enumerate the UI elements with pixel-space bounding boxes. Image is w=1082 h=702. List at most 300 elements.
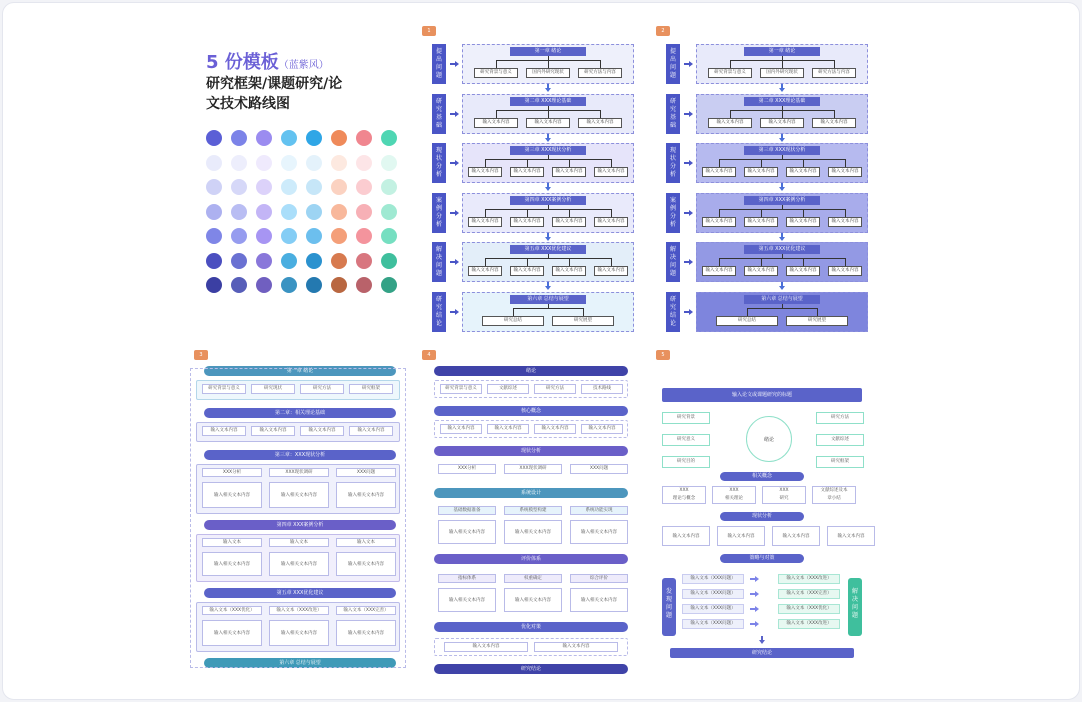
content-cell: 输入文本内容 bbox=[786, 217, 820, 227]
palette-swatch bbox=[231, 130, 247, 146]
content-cell: 输入文本内容 bbox=[300, 426, 344, 436]
connector-line bbox=[548, 155, 549, 159]
flow-arrow-head-icon bbox=[455, 309, 459, 315]
content-cell: XXX问题 bbox=[336, 468, 396, 477]
palette-swatch bbox=[331, 204, 347, 220]
content-cell: 输入文本内容 bbox=[594, 217, 628, 227]
content-cell: 研究目的 bbox=[662, 456, 710, 468]
content-cell: 输入相关文本内容 bbox=[202, 552, 262, 576]
chapter-header: 第三章 XXX现状分析 bbox=[510, 146, 586, 155]
content-cell: XXX问题 bbox=[570, 464, 628, 474]
connector-line bbox=[817, 308, 818, 316]
palette-swatch bbox=[381, 253, 397, 269]
connector-line bbox=[803, 209, 804, 217]
content-cell: 输入文本内容 bbox=[744, 266, 778, 276]
palette-swatch bbox=[231, 155, 247, 171]
content-cell: 输入文本内容 bbox=[717, 526, 765, 546]
flow-arrow-head-icon bbox=[455, 259, 459, 265]
palette-swatch bbox=[331, 179, 347, 195]
flow-arrow-head-icon bbox=[455, 210, 459, 216]
connector-line bbox=[548, 304, 549, 308]
palette-swatch bbox=[281, 179, 297, 195]
palette-swatch bbox=[356, 204, 372, 220]
content-cell: 输入文本内容 bbox=[828, 167, 862, 177]
connector-line bbox=[719, 209, 845, 210]
content-cell: 输入文本内容 bbox=[812, 118, 856, 128]
connector-line bbox=[782, 155, 783, 159]
palette-swatch bbox=[256, 155, 272, 171]
intro-subtitle-line1: 研究框架/课题研究/论 bbox=[206, 76, 343, 92]
content-cell: 研究方法与内容 bbox=[812, 68, 856, 78]
palette-swatch bbox=[231, 204, 247, 220]
chapter-header: 第六章 总结与展望 bbox=[510, 295, 586, 304]
content-cell: 输入文本内容 bbox=[594, 167, 628, 177]
connector-line bbox=[845, 258, 846, 266]
content-cell: 研究总结 bbox=[482, 316, 544, 326]
content-cell: 技术路线 bbox=[581, 384, 623, 394]
connector-line bbox=[834, 110, 835, 118]
connector-line bbox=[761, 209, 762, 217]
chapter-header: 第六章 总结与展望 bbox=[744, 295, 820, 304]
problem-cell: 输入文本（XXX问题） bbox=[682, 574, 744, 584]
palette-swatch bbox=[231, 179, 247, 195]
connector-line bbox=[834, 60, 835, 68]
outer-frame bbox=[190, 368, 406, 668]
palette-swatch bbox=[281, 277, 297, 293]
chapter-header: 第二章 XXX理论基础 bbox=[510, 97, 586, 106]
flow-arrow-head-icon bbox=[689, 61, 693, 67]
palette-swatch bbox=[206, 179, 222, 195]
side-tag-problem: 发 现 问 题 bbox=[662, 578, 676, 636]
flow-arrow-head-icon bbox=[545, 237, 551, 241]
problem-cell: 输入文本（XXX问题） bbox=[682, 589, 744, 599]
content-cell: 文献综述 bbox=[487, 384, 529, 394]
palette-swatch bbox=[356, 155, 372, 171]
solution-cell: 输入文本（XXX改进） bbox=[778, 619, 840, 629]
chapter-header: 第四章 XXX案例分析 bbox=[204, 520, 396, 530]
content-cell: 输入文本（XXX改进） bbox=[269, 606, 329, 615]
connector-line bbox=[719, 258, 720, 266]
content-cell: 输入相关文本内容 bbox=[570, 588, 628, 612]
content-cell: 研究总结 bbox=[716, 316, 778, 326]
content-cell: 指标体系 bbox=[438, 574, 496, 583]
content-cell: 输入文本内容 bbox=[444, 642, 528, 652]
flow-arrow-head-icon bbox=[779, 237, 785, 241]
content-cell: 输入相关文本内容 bbox=[570, 520, 628, 544]
concept-cell: XXX 理论与概念 bbox=[662, 486, 706, 504]
chapter-header: 第一章 绪论 bbox=[510, 47, 586, 56]
palette-swatch bbox=[206, 253, 222, 269]
content-cell: 输入相关文本内容 bbox=[202, 620, 262, 646]
chapter-header: 第五章 XXX优化建议 bbox=[510, 245, 586, 254]
connector-line bbox=[485, 258, 611, 259]
section-side-label: 提 出 问 题 bbox=[666, 44, 680, 84]
palette-swatch bbox=[306, 130, 322, 146]
palette-swatch bbox=[206, 155, 222, 171]
palette-swatch bbox=[256, 204, 272, 220]
content-cell: 输入文本（XXX完善） bbox=[336, 606, 396, 615]
template-badge: 1 bbox=[422, 26, 436, 36]
content-cell: 输入文本内容 bbox=[772, 526, 820, 546]
flow-arrow-head-icon bbox=[689, 111, 693, 117]
connector-line bbox=[485, 209, 486, 217]
connector-line bbox=[611, 258, 612, 266]
palette-swatch bbox=[206, 204, 222, 220]
solution-cell: 输入文本（XXX优化） bbox=[778, 604, 840, 614]
intro-title: 5 份模板（蓝紫风） bbox=[206, 52, 329, 73]
connector-line bbox=[761, 258, 762, 266]
content-cell: 系统模型构建 bbox=[504, 506, 562, 515]
flow-arrow-head-icon bbox=[755, 576, 759, 582]
connector-line bbox=[719, 209, 720, 217]
flow-arrow-head-icon bbox=[779, 286, 785, 290]
content-cell: 研究展望 bbox=[786, 316, 848, 326]
center-circle: 绪论 bbox=[746, 416, 792, 462]
connector-line bbox=[611, 209, 612, 217]
connector-line bbox=[527, 258, 528, 266]
palette-swatch bbox=[356, 253, 372, 269]
content-cell: 输入文本 bbox=[202, 538, 262, 547]
connector-line bbox=[496, 110, 497, 118]
palette-swatch bbox=[356, 179, 372, 195]
connector-line bbox=[782, 205, 783, 209]
flow-arrow-head-icon bbox=[545, 138, 551, 142]
content-cell: 输入文本内容 bbox=[474, 118, 518, 128]
content-cell: 输入文本内容 bbox=[708, 118, 752, 128]
connector-line bbox=[803, 159, 804, 167]
palette-swatch bbox=[206, 228, 222, 244]
content-cell: 输入文本内容 bbox=[552, 217, 586, 227]
content-cell: 研究方法 bbox=[534, 384, 576, 394]
flow-arrow-head-icon bbox=[455, 61, 459, 67]
palette-swatch bbox=[306, 228, 322, 244]
flow-arrow-head-icon bbox=[689, 309, 693, 315]
palette-swatch bbox=[281, 253, 297, 269]
chapter-header: 第四章 XXX案例分析 bbox=[510, 196, 586, 205]
palette-swatch bbox=[256, 253, 272, 269]
content-cell: 输入文本内容 bbox=[828, 266, 862, 276]
palette-swatch bbox=[281, 130, 297, 146]
content-cell: 输入相关文本内容 bbox=[336, 620, 396, 646]
content-cell: 输入文本内容 bbox=[510, 266, 544, 276]
content-cell: 输入相关文本内容 bbox=[504, 520, 562, 544]
palette-swatch bbox=[281, 204, 297, 220]
flow-arrow-head-icon bbox=[755, 591, 759, 597]
content-cell: 输入文本内容 bbox=[662, 526, 710, 546]
palette-swatch bbox=[381, 179, 397, 195]
flow-arrow-head-icon bbox=[545, 286, 551, 290]
content-cell: 输入文本内容 bbox=[744, 167, 778, 177]
connector-line bbox=[569, 258, 570, 266]
content-cell: 输入文本内容 bbox=[594, 266, 628, 276]
content-cell: 输入相关文本内容 bbox=[438, 520, 496, 544]
content-cell: 输入文本内容 bbox=[702, 167, 736, 177]
solution-cell: 输入文本（XXX改进） bbox=[778, 574, 840, 584]
connector-line bbox=[611, 159, 612, 167]
palette-swatch bbox=[356, 228, 372, 244]
chapter-header: 第六章 总结与展望 bbox=[204, 658, 396, 668]
palette-swatch bbox=[281, 155, 297, 171]
content-cell: 输入相关文本内容 bbox=[269, 482, 329, 508]
template-3 bbox=[186, 346, 408, 676]
section-side-label: 提 出 问 题 bbox=[432, 44, 446, 84]
content-cell: 研究框架 bbox=[349, 384, 393, 394]
connector-line bbox=[719, 159, 720, 167]
content-cell: 输入文本内容 bbox=[578, 118, 622, 128]
palette-swatch bbox=[206, 277, 222, 293]
content-cell: 输入文本内容 bbox=[468, 167, 502, 177]
problem-cell: 输入文本（XXX问题） bbox=[682, 619, 744, 629]
palette-swatch bbox=[331, 155, 347, 171]
section-side-label: 研 究 基 础 bbox=[666, 94, 680, 134]
content-cell: 研究框架 bbox=[816, 456, 864, 468]
paper-title: 输入论文或课题研究的标题 bbox=[662, 388, 862, 402]
content-cell: 输入文本内容 bbox=[440, 424, 482, 434]
content-cell: XXX现状调研 bbox=[504, 464, 562, 474]
content-cell: 输入文本内容 bbox=[552, 167, 586, 177]
connector-line bbox=[513, 308, 514, 316]
palette-swatch bbox=[331, 253, 347, 269]
chapter-header: 第三章 XXX现状分析 bbox=[744, 146, 820, 155]
section-header: 策略与对策 bbox=[720, 554, 804, 563]
template-badge: 2 bbox=[656, 26, 670, 36]
flow-arrow-head-icon bbox=[455, 111, 459, 117]
chapter-header: 绪论 bbox=[434, 366, 628, 376]
chapter-header: 第一章 绪论 bbox=[744, 47, 820, 56]
section-side-label: 现 状 分 析 bbox=[432, 143, 446, 183]
content-cell: 输入文本内容 bbox=[786, 266, 820, 276]
content-cell: 输入文本内容 bbox=[251, 426, 295, 436]
concept-cell: XXX 研究 bbox=[762, 486, 806, 504]
connector-line bbox=[496, 60, 497, 68]
palette-swatch bbox=[256, 179, 272, 195]
section-side-label: 研 究 基 础 bbox=[432, 94, 446, 134]
template-5 bbox=[648, 346, 876, 676]
content-cell: 输入文本内容 bbox=[828, 217, 862, 227]
content-cell: 输入相关文本内容 bbox=[438, 588, 496, 612]
palette-swatch bbox=[306, 179, 322, 195]
palette-swatch bbox=[331, 277, 347, 293]
content-cell: 研究方法 bbox=[816, 412, 864, 424]
content-cell: 研究背景与意义 bbox=[440, 384, 482, 394]
content-cell: 综合评价 bbox=[570, 574, 628, 583]
content-cell: 输入文本内容 bbox=[202, 426, 246, 436]
chapter-header: 第三章：XXX现状分析 bbox=[204, 450, 396, 460]
content-cell: 输入文本内容 bbox=[510, 217, 544, 227]
content-cell: 输入相关文本内容 bbox=[336, 552, 396, 576]
section-side-label: 研 究 结 论 bbox=[666, 292, 680, 332]
template-badge: 3 bbox=[194, 350, 208, 360]
chapter-header: 现状分析 bbox=[434, 446, 628, 456]
flow-arrow-head-icon bbox=[779, 88, 785, 92]
connector-line bbox=[782, 304, 783, 308]
solution-cell: 输入文本（XXX完善） bbox=[778, 589, 840, 599]
connector-line bbox=[485, 159, 611, 160]
content-cell: 国内外研究现状 bbox=[526, 68, 570, 78]
content-cell: 输入相关文本内容 bbox=[336, 482, 396, 508]
content-cell: 输入文本内容 bbox=[468, 217, 502, 227]
connector-line bbox=[513, 308, 583, 309]
connector-line bbox=[548, 60, 549, 68]
flow-arrow-head-icon bbox=[545, 88, 551, 92]
content-cell: 研究背景 bbox=[662, 412, 710, 424]
connector-line bbox=[583, 308, 584, 316]
connector-line bbox=[485, 159, 486, 167]
section-header: 相关概念 bbox=[720, 472, 804, 481]
chapter-header: 第四章 XXX案例分析 bbox=[744, 196, 820, 205]
palette-swatch bbox=[281, 228, 297, 244]
content-cell: 输入文本内容 bbox=[534, 424, 576, 434]
chapter-header: 研究结论 bbox=[434, 664, 628, 674]
section-side-label: 解 决 问 题 bbox=[432, 242, 446, 282]
chapter-header: 评价体系 bbox=[434, 554, 628, 564]
content-cell: 研究方法与内容 bbox=[578, 68, 622, 78]
concept-cell: XXX 相关理论 bbox=[712, 486, 756, 504]
content-cell: 输入相关文本内容 bbox=[269, 620, 329, 646]
content-cell: 输入文本内容 bbox=[487, 424, 529, 434]
content-cell: 研究方法 bbox=[300, 384, 344, 394]
connector-line bbox=[569, 209, 570, 217]
palette-swatch bbox=[231, 253, 247, 269]
connector-line bbox=[485, 209, 611, 210]
section-side-label: 研 究 结 论 bbox=[432, 292, 446, 332]
chapter-header: 核心概念 bbox=[434, 406, 628, 416]
palette-swatch bbox=[331, 228, 347, 244]
content-cell: 输入文本（XXX优化） bbox=[202, 606, 262, 615]
content-cell: 基础数据准备 bbox=[438, 506, 496, 515]
palette-swatch bbox=[381, 204, 397, 220]
content-cell: XXX分析 bbox=[202, 468, 262, 477]
content-cell: 输入相关文本内容 bbox=[202, 482, 262, 508]
palette-swatch bbox=[231, 277, 247, 293]
flow-arrow-head-icon bbox=[689, 160, 693, 166]
flow-arrow-head-icon bbox=[755, 621, 759, 627]
section-side-label: 现 状 分 析 bbox=[666, 143, 680, 183]
connector-line bbox=[527, 159, 528, 167]
section-header: 现状分析 bbox=[720, 512, 804, 521]
palette-swatch bbox=[306, 277, 322, 293]
flow-arrow-head-icon bbox=[689, 259, 693, 265]
palette-swatch bbox=[381, 277, 397, 293]
palette-swatch bbox=[206, 130, 222, 146]
content-cell: 输入文本内容 bbox=[526, 118, 570, 128]
connector-line bbox=[719, 159, 845, 160]
chapter-header: 优化对策 bbox=[434, 622, 628, 632]
template-1 bbox=[414, 22, 640, 332]
content-cell: 研究展望 bbox=[552, 316, 614, 326]
section-side-label: 案 例 分 析 bbox=[666, 193, 680, 233]
connector-line bbox=[548, 205, 549, 209]
palette-swatch bbox=[306, 155, 322, 171]
content-cell: 权重确定 bbox=[504, 574, 562, 583]
intro-subtitle-line2: 文技术路线图 bbox=[206, 96, 290, 112]
connector-line bbox=[730, 60, 731, 68]
content-cell: 输入文本内容 bbox=[702, 266, 736, 276]
palette-swatch bbox=[381, 130, 397, 146]
content-cell: 文献综述 bbox=[816, 434, 864, 446]
section-side-label: 解 决 问 题 bbox=[666, 242, 680, 282]
content-cell: 国内外研究现状 bbox=[760, 68, 804, 78]
connector-line bbox=[761, 159, 762, 167]
palette-swatch bbox=[256, 277, 272, 293]
content-cell: 输入文本内容 bbox=[468, 266, 502, 276]
content-cell: XXX现状调研 bbox=[269, 468, 329, 477]
chapter-header: 系统设计 bbox=[434, 488, 628, 498]
connector-line bbox=[782, 110, 783, 118]
palette-swatch bbox=[306, 204, 322, 220]
flow-arrow-head-icon bbox=[779, 138, 785, 142]
connector-line bbox=[730, 110, 731, 118]
connector-line bbox=[803, 258, 804, 266]
content-cell: 输入文本 bbox=[336, 538, 396, 547]
connector-line bbox=[747, 308, 817, 309]
connector-line bbox=[845, 159, 846, 167]
content-cell: 系统功能实现 bbox=[570, 506, 628, 515]
concept-cell: 文献综述及本 章小结 bbox=[812, 486, 856, 504]
connector-line bbox=[548, 254, 549, 258]
content-cell: 输入文本内容 bbox=[581, 424, 623, 434]
flow-arrow-head-icon bbox=[545, 187, 551, 191]
palette-swatch bbox=[356, 277, 372, 293]
side-tag-solution: 解 决 问 题 bbox=[848, 578, 862, 636]
chapter-header: 第二章：相关理论基础 bbox=[204, 408, 396, 418]
flow-arrow-head-icon bbox=[689, 210, 693, 216]
content-cell: 输入相关文本内容 bbox=[504, 588, 562, 612]
palette-swatch bbox=[356, 130, 372, 146]
content-cell: 研究背景与意义 bbox=[474, 68, 518, 78]
content-cell: 研究背景与意义 bbox=[708, 68, 752, 78]
content-cell: 研究背景与意义 bbox=[202, 384, 246, 394]
content-cell: XXX分析 bbox=[438, 464, 496, 474]
palette-swatch bbox=[231, 228, 247, 244]
palette-swatch bbox=[381, 228, 397, 244]
content-cell: 输入文本内容 bbox=[349, 426, 393, 436]
content-cell: 输入文本内容 bbox=[510, 167, 544, 177]
connector-line bbox=[569, 159, 570, 167]
chapter-header: 第二章 XXX理论基础 bbox=[744, 97, 820, 106]
content-cell: 输入相关文本内容 bbox=[269, 552, 329, 576]
connector-line bbox=[600, 60, 601, 68]
section-side-label: 案 例 分 析 bbox=[432, 193, 446, 233]
connector-line bbox=[719, 258, 845, 259]
flow-arrow-head-icon bbox=[455, 160, 459, 166]
connector-line bbox=[600, 110, 601, 118]
content-cell: 输入文本内容 bbox=[552, 266, 586, 276]
content-cell: 输入文本内容 bbox=[786, 167, 820, 177]
content-cell: 输入文本内容 bbox=[827, 526, 875, 546]
flow-arrow-head-icon bbox=[755, 606, 759, 612]
palette-swatch bbox=[381, 155, 397, 171]
problem-cell: 输入文本（XXX问题） bbox=[682, 604, 744, 614]
template-badge: 4 bbox=[422, 350, 436, 360]
content-cell: 输入文本内容 bbox=[534, 642, 618, 652]
connector-line bbox=[782, 60, 783, 68]
content-cell: 研究意义 bbox=[662, 434, 710, 446]
palette-swatch bbox=[306, 253, 322, 269]
connector-line bbox=[527, 209, 528, 217]
template-4 bbox=[414, 346, 640, 676]
flow-arrow-head-icon bbox=[759, 640, 765, 644]
chapter-header: 第五章 XXX优化建议 bbox=[744, 245, 820, 254]
content-cell: 输入文本内容 bbox=[744, 217, 778, 227]
chapter-header: 第五章 XXX优化建议 bbox=[204, 588, 396, 598]
content-cell: 输入文本内容 bbox=[702, 217, 736, 227]
connector-line bbox=[548, 110, 549, 118]
palette-swatch bbox=[256, 228, 272, 244]
connector-line bbox=[485, 258, 486, 266]
content-cell: 输入文本内容 bbox=[760, 118, 804, 128]
connector-line bbox=[845, 209, 846, 217]
